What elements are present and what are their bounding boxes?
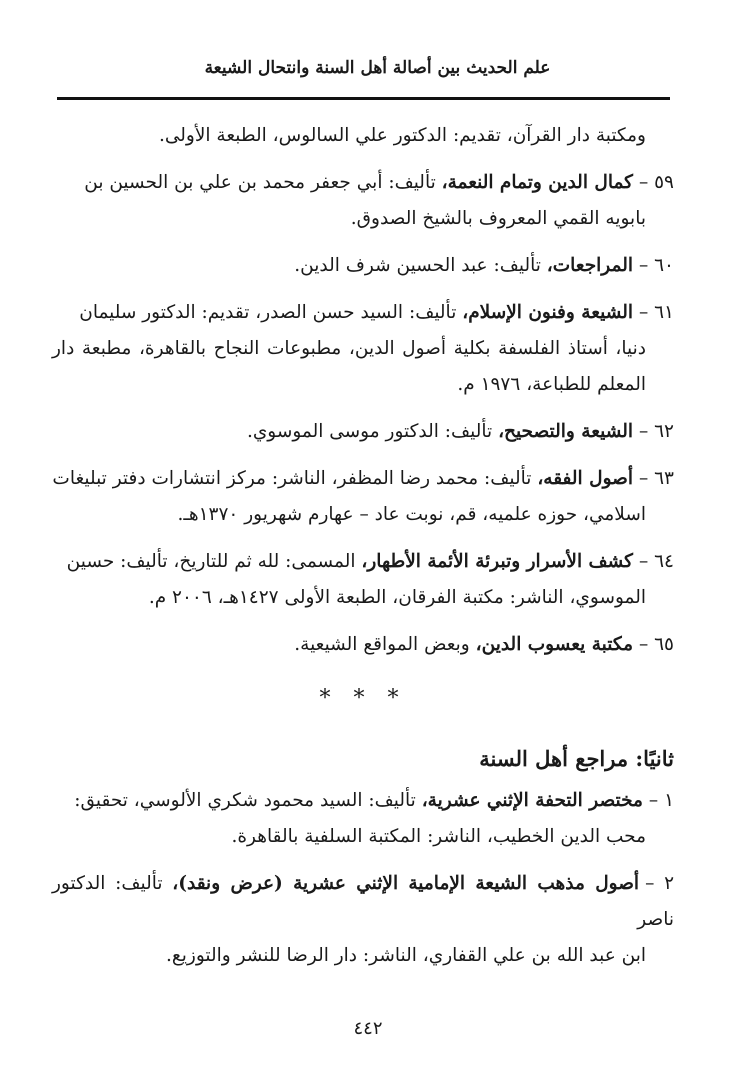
page-number: ٤٤٢	[353, 1018, 383, 1039]
entry-details: تأليف: عبد الحسين شرف الدين.	[294, 255, 541, 276]
entry-continuation: اسلامي، حوزه علميه، قم، نوبت عاد – عهارم شهريور ١٣٧٠هـ.	[177, 504, 646, 525]
entry-title: كشف الأسرار وتبرئة الأئمة الأطهار،	[361, 551, 633, 572]
entry-number: ١ –	[648, 790, 674, 811]
entry-details: تأليف: السيد محمود شكري الألوسي، تحقيق:	[74, 790, 416, 811]
entry-title: كمال الدين وتمام النعمة،	[441, 172, 633, 193]
reference-entry	[52, 414, 674, 450]
entry-first-line	[52, 783, 674, 819]
reference-entry	[52, 295, 674, 403]
entry-number: ٦٢ –	[638, 421, 674, 442]
entry-title: مختصر التحفة الإثني عشرية،	[421, 790, 643, 811]
entry-continuation: ابن عبد الله بن علي القفاري، الناشر: دار الرضا للنشر والتوزيع.	[166, 945, 646, 966]
entry-first-line	[52, 627, 674, 663]
entry-title: الشيعة وفنون الإسلام،	[462, 302, 633, 323]
header-rule	[57, 97, 670, 100]
section-heading: ثانيًا: مراجع أهل السنة	[479, 746, 674, 771]
reference-entry	[52, 461, 674, 533]
section-separator: * * *	[319, 686, 407, 711]
entry-title: الشيعة والتصحيح،	[498, 421, 633, 442]
entry-number: ٦٣ –	[638, 468, 674, 489]
entry-details: تأليف: الدكتور موسى الموسوي.	[246, 421, 493, 442]
entry-first-line	[52, 461, 674, 497]
entry-first-line	[52, 248, 674, 284]
entry-number: ٦٤ –	[638, 551, 674, 572]
entry-title: أصول مذهب الشيعة الإمامية الإثني عشرية (عرض ونقد)،	[172, 873, 640, 894]
entry-number: ٦١ –	[638, 302, 674, 323]
continued-entry	[52, 118, 674, 154]
entry-details: تأليف: الدكتور ناصر	[52, 873, 674, 930]
entry-details: تأليف: أبي جعفر محمد بن علي بن الحسين بن	[84, 172, 436, 193]
entry-details: المسمى: لله ثم للتاريخ، تأليف: حسين	[66, 551, 356, 572]
entry-details: وبعض المواقع الشيعية.	[294, 634, 470, 655]
entry-number: ٥٩ –	[638, 172, 674, 193]
entry-first-line	[52, 165, 674, 201]
entry-number: ٦٠ –	[638, 255, 674, 276]
reference-entry	[52, 783, 674, 855]
entry-title: المراجعات،	[546, 255, 633, 276]
entry-first-line	[52, 295, 674, 331]
reference-entry	[52, 627, 674, 663]
entry-continuation: محب الدين الخطيب، الناشر: المكتبة السلفية بالقاهرة.	[231, 826, 646, 847]
page-body	[52, 118, 674, 985]
entry-continuation: بابويه القمي المعروف بالشيخ الصدوق.	[350, 208, 646, 229]
entry-continuation: ومكتبة دار القرآن، تقديم: الدكتور علي السالوس، الطبعة الأولى.	[158, 125, 646, 146]
entry-continuation: الموسوي، الناشر: مكتبة الفرقان، الطبعة الأولى ١٤٢٧هـ، ٢٠٠٦ م.	[148, 587, 646, 608]
entry-title: مكتبة يعسوب الدين،	[475, 634, 633, 655]
reference-list-shia	[52, 165, 674, 663]
reference-entry	[52, 165, 674, 237]
entry-details: تأليف: السيد حسن الصدر، تقديم: الدكتور سليمان	[79, 302, 457, 323]
entry-continuation: دنيا، أستاذ الفلسفة بكلية أصول الدين، مطبوعات النجاح بالقاهرة، مطبعة دار المعلم للطباعة، ١٩٧٦ م.	[52, 338, 646, 395]
reference-entry	[52, 544, 674, 616]
entry-number: ٦٥ –	[638, 634, 674, 655]
entry-first-line	[52, 866, 674, 938]
entry-number: ٢ –	[645, 873, 674, 894]
reference-entry	[52, 248, 674, 284]
entry-first-line	[52, 414, 674, 450]
entry-first-line	[52, 544, 674, 580]
running-header: علم الحديث بين أصالة أهل السنة وانتحال الشيعة	[204, 58, 551, 78]
reference-entry	[52, 866, 674, 974]
entry-details: تأليف: محمد رضا المظفر، الناشر: مركز انتشارات دفتر تبليغات	[52, 468, 532, 489]
entry-title: أصول الفقه،	[537, 468, 633, 489]
reference-list-sunni	[52, 783, 674, 974]
